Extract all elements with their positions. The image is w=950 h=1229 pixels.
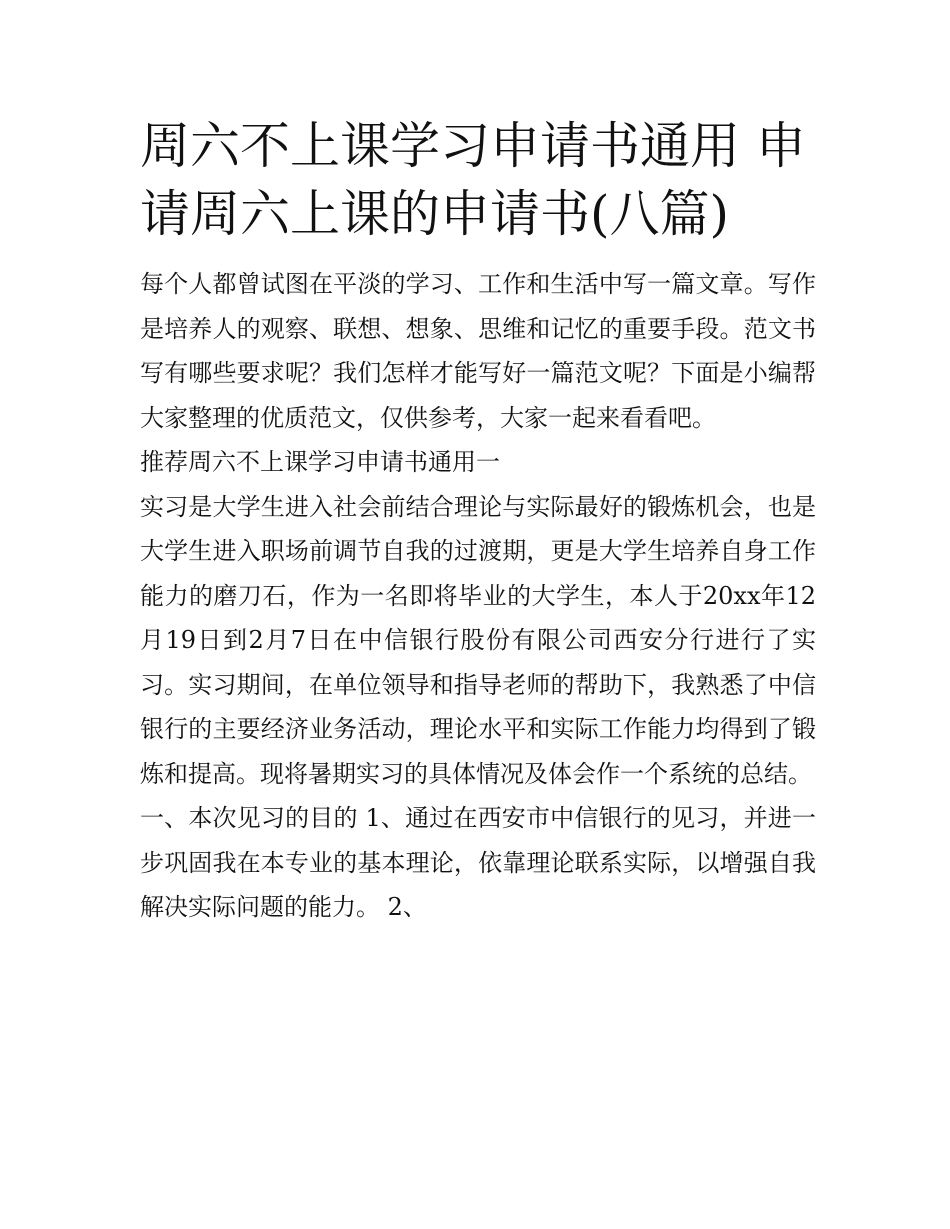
section-heading: 推荐周六不上课学习申请书通用一 bbox=[140, 448, 500, 476]
document-title: 周六不上课学习申请书通用 申请周六上课的申请书(八篇) bbox=[140, 117, 806, 243]
document-page bbox=[140, 112, 816, 930]
purpose-paragraph: 一、本次见习的目的 1、通过在西安市中信银行的见习，并进一步巩固我在本专业的基本理论，依靠理论联系实际，以增强自我解决实际问题的能力。 2、 bbox=[140, 804, 816, 921]
internship-paragraph: 实习是大学生进入社会前结合理论与实际最好的锻炼机会，也是大学生进入职场前调节自我的过渡期，更是大学生培养自身工作能力的磨刀石，作为一名即将毕业的大学生，本人于20xx年12月19日到2月7日在中信银行股份有限公司西安分行进行了实习。实习期间，在单位领导和指导老师的帮助下，我熟悉了中信银行的主要经济业务活动，理论水平和实际工作能力均得到了锻炼和提高。现将暑期实习的具体情况及体会作一个系统的总结。 bbox=[140, 492, 816, 788]
intro-paragraph: 每个人都曾试图在平淡的学习、工作和生活中写一篇文章。写作是培养人的观察、联想、想象、思维和记忆的重要手段。范文书写有哪些要求呢？我们怎样才能写好一篇范文呢？下面是小编帮大家整理的优质范文，仅供参考，大家一起来看看吧。 bbox=[140, 270, 816, 432]
document-body bbox=[140, 262, 816, 930]
